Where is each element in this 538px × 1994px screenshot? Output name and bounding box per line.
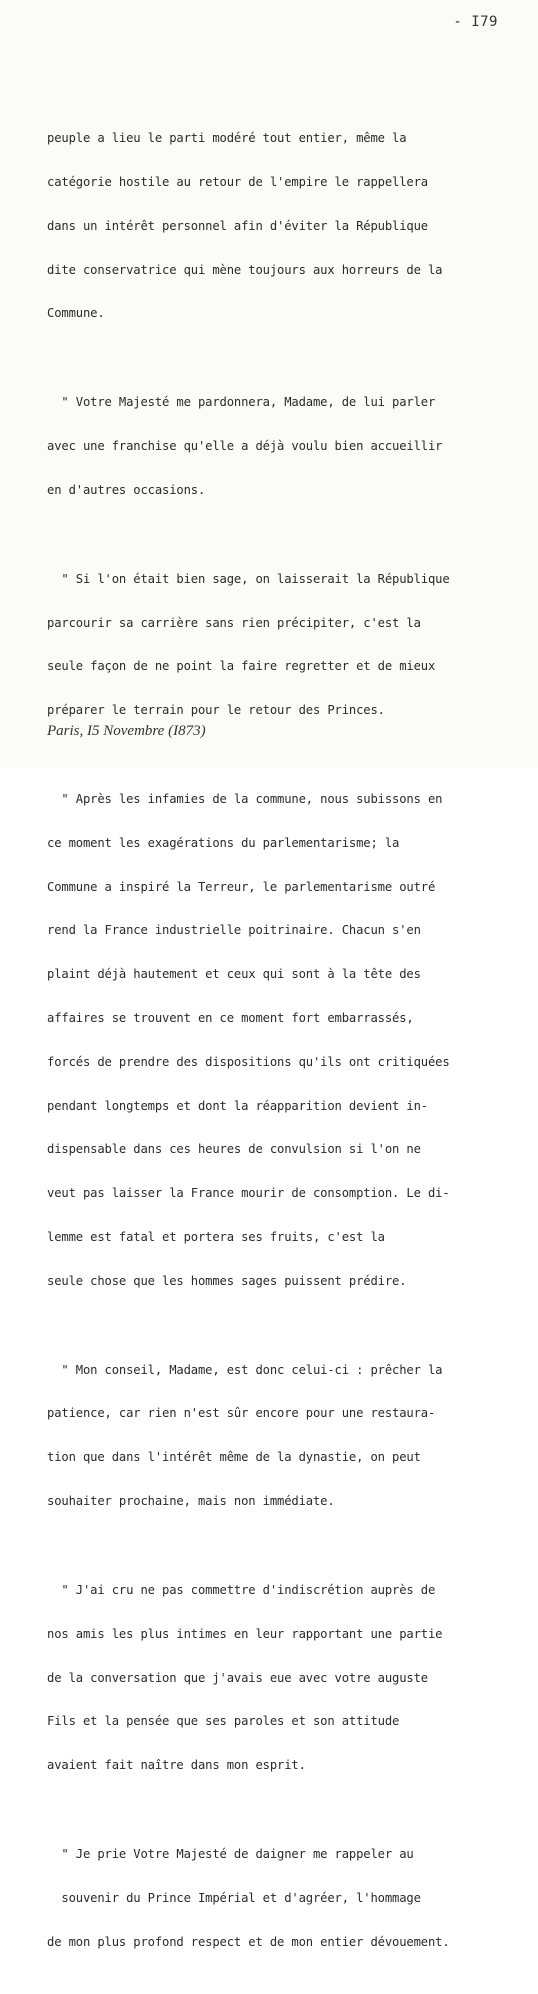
text-line: " J'ai cru ne pas commettre d'indiscrétion auprès de [47, 1583, 436, 1597]
text-line: souvenir du Prince Impérial et d'agréer, l'hommage [47, 1890, 421, 1905]
text-line: seule façon de ne point la faire regretter et de mieux [47, 659, 436, 674]
text-line: parcourir sa carrière sans rien précipiter, c'est la [47, 615, 421, 630]
text-line: " Votre Majesté me pardonnera, Madame, de lui parler [47, 395, 436, 410]
paragraph-4 [47, 763, 517, 1318]
text-line: peuple a lieu le parti modéré tout entier, même la [47, 131, 407, 146]
text-line: Commune a inspiré la Terreur, le parlementarisme outré [47, 879, 436, 894]
text-line: dans un intérêt personnel afin d'éviter la République [47, 218, 428, 233]
text-line: dispensable dans ces heures de convulsion si l'on ne [47, 1142, 421, 1157]
paragraph-7 [47, 1818, 517, 1979]
paragraph-3 [47, 543, 517, 747]
letter-body [47, 102, 517, 1994]
paragraph-2 [47, 366, 517, 527]
text-line: " Mon conseil, Madame, est donc celui-ci : prêcher la [47, 1362, 443, 1377]
text-line: dite conservatrice qui mène toujours aux horreurs de la [47, 262, 443, 277]
text-line: " Je prie Votre Majesté de daigner me rappeler au [47, 1847, 414, 1862]
text-line: Fils et la pensée que ses paroles et son attitude [47, 1714, 400, 1729]
text-line: de la conversation que j'avais eue avec votre auguste [47, 1670, 428, 1685]
page-number: - I79 [453, 14, 498, 30]
paragraph-5 [47, 1334, 517, 1538]
text-line: tion que dans l'intérêt même de la dynastie, on peut [47, 1450, 421, 1465]
text-line: " Si l'on était bien sage, on laisserait la République [47, 571, 450, 586]
text-line: lemme est fatal et portera ses fruits, c'est la [47, 1229, 385, 1244]
text-line: veut pas laisser la France mourir de consomption. Le di- [47, 1186, 450, 1201]
text-line: avaient fait naître dans mon esprit. [47, 1758, 306, 1773]
text-line: ce moment les exagérations du parlementarisme; la [47, 835, 400, 850]
text-line: nos amis les plus intimes en leur rapportant une partie [47, 1626, 443, 1641]
paragraph-6 [47, 1554, 517, 1802]
text-line: préparer le terrain pour le retour des Princes. [47, 703, 385, 718]
text-line: " Après les infamies de la commune, nous subissons en [47, 792, 443, 807]
text-line: forcés de prendre des dispositions qu'ils ont critiquées [47, 1054, 450, 1069]
signature-dateline: Paris, I5 Novembre (I873) [47, 723, 206, 739]
text-line: seule chose que les hommes sages puissent prédire. [47, 1273, 407, 1288]
text-line: Commune. [47, 306, 105, 321]
paragraph-1 [47, 102, 517, 350]
text-line: pendant longtemps et dont la réapparition devient in- [47, 1098, 428, 1113]
text-line: plaint déjà hautement et ceux qui sont à la tête des [47, 967, 421, 982]
text-line: rend la France industrielle poitrinaire. Chacun s'en [47, 923, 421, 938]
text-line: souhaiter prochaine, mais non immédiate. [47, 1494, 335, 1509]
text-line: affaires se trouvent en ce moment fort embarrassés, [47, 1011, 414, 1026]
text-line: de mon plus profond respect et de mon entier dévouement. [47, 1934, 450, 1949]
text-line: avec une franchise qu'elle a déjà voulu bien accueillir [47, 439, 443, 454]
text-line: en d'autres occasions. [47, 482, 206, 497]
text-line: catégorie hostile au retour de l'empire le rappellera [47, 174, 428, 189]
text-line: patience, car rien n'est sûr encore pour une restaura- [47, 1406, 436, 1421]
